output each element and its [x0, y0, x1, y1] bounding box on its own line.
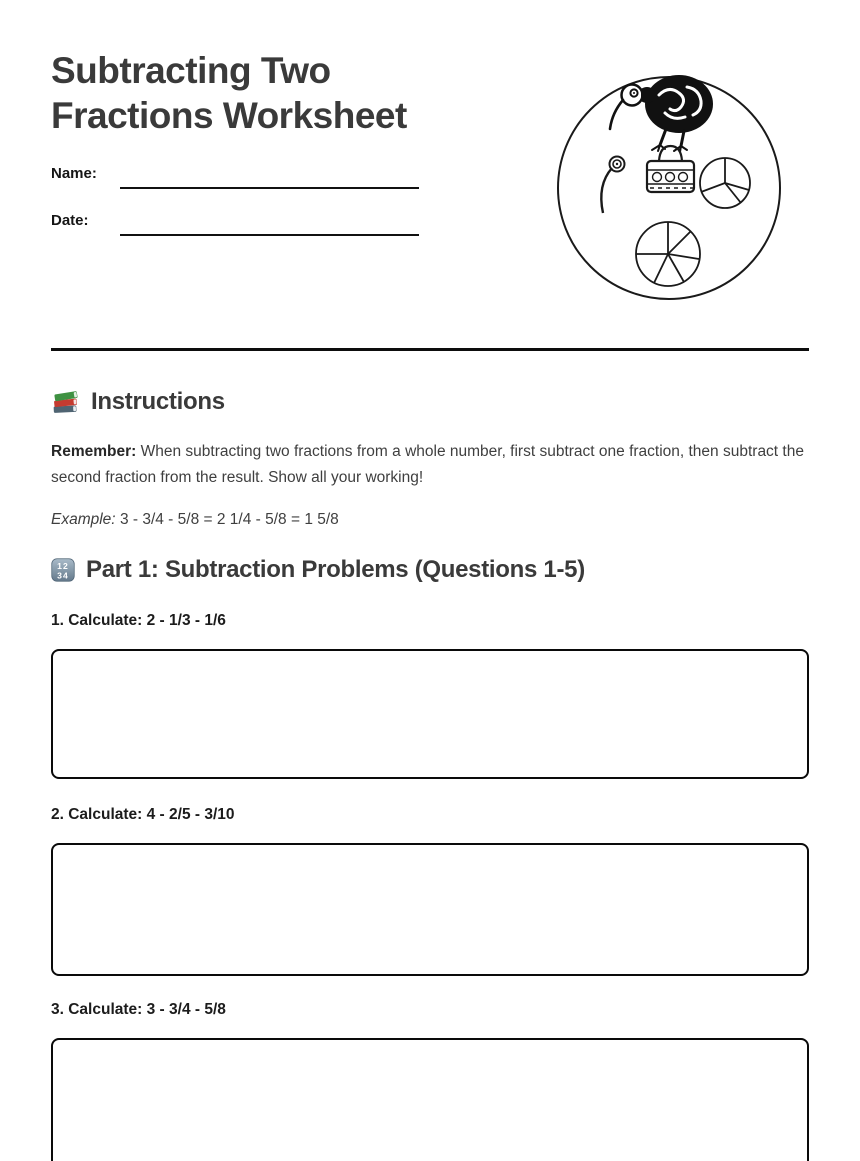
svg-text:34: 34 — [57, 570, 69, 581]
section-divider — [51, 348, 809, 351]
question-3-answer-box[interactable] — [51, 1038, 809, 1161]
remember-paragraph — [51, 439, 809, 491]
question-2-label: 2. Calculate: 4 - 2/5 - 3/10 — [51, 806, 235, 823]
instructions-heading — [51, 387, 225, 416]
svg-text:12: 12 — [57, 560, 69, 571]
question-1-label: 1. Calculate: 2 - 1/3 - 1/6 — [51, 612, 226, 629]
question-3-label: 3. Calculate: 3 - 3/4 - 5/8 — [51, 1001, 226, 1018]
part1-heading-label: Part 1: Subtraction Problems (Questions 1-5) — [86, 556, 585, 583]
date-label: Date: — [51, 212, 89, 229]
page-title-line1: Subtracting Two — [51, 50, 331, 91]
remember-text: When subtracting two fractions from a whole number, first subtract one fraction, then subtract the second fraction from the result. Show all your working! — [51, 443, 804, 486]
example-line — [51, 507, 809, 533]
name-label: Name: — [51, 165, 97, 182]
books-icon — [51, 387, 80, 416]
instructions-heading-label: Instructions — [91, 387, 225, 415]
question-2-answer-box[interactable] — [51, 843, 809, 976]
part1-heading — [51, 556, 585, 584]
page-title — [51, 48, 407, 138]
date-input-line[interactable] — [120, 234, 419, 236]
page-title-line2: Fractions Worksheet — [51, 95, 407, 136]
remember-label: Remember: — [51, 443, 137, 460]
fraction-pie-bottom — [636, 222, 700, 286]
kiwi-illustration — [553, 67, 785, 303]
fraction-pie-right — [700, 158, 750, 208]
question-1-answer-box[interactable] — [51, 649, 809, 779]
name-input-line[interactable] — [120, 187, 419, 189]
example-label: Example: — [51, 511, 116, 528]
example-text: 3 - 3/4 - 5/8 = 2 1/4 - 5/8 = 1 5/8 — [119, 511, 339, 528]
input-numbers-icon — [51, 558, 75, 582]
